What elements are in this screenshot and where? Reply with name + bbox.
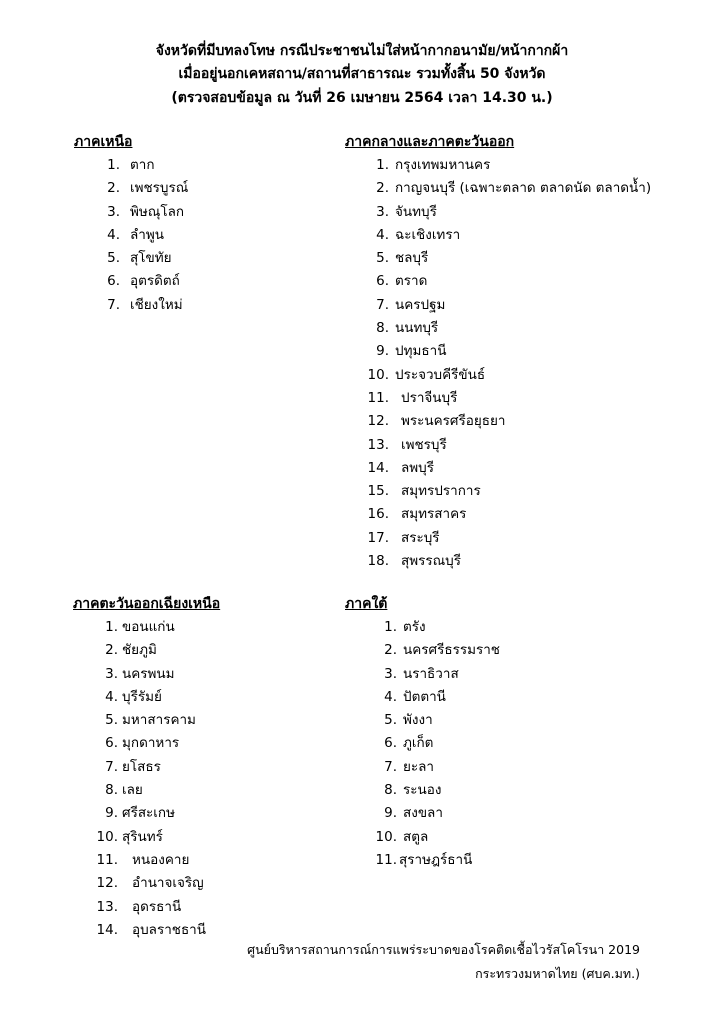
- list-item-number: 8.: [105, 782, 118, 799]
- province-name: อุบลราชธานี: [132, 921, 206, 938]
- list-item: [345, 317, 651, 340]
- province-name: สงขลา: [403, 805, 443, 822]
- province-name: อุตรดิตถ์: [130, 273, 180, 290]
- province-name: ศรีสะเกษ: [122, 805, 175, 822]
- list-item-number: 4.: [376, 226, 389, 243]
- list-item-number: 12.: [96, 875, 118, 892]
- list-item-number: 18.: [367, 553, 389, 570]
- list-item: [345, 663, 500, 686]
- province-name: อำนาจเจริญ: [132, 875, 204, 892]
- province-name: หนองคาย: [132, 851, 190, 868]
- province-name: ชัยภูมิ: [122, 642, 157, 659]
- province-name: เลย: [122, 782, 143, 799]
- province-name: นครปฐม: [395, 296, 446, 313]
- list-item-number: 13.: [96, 898, 118, 915]
- province-name: ปัตตานี: [403, 688, 446, 705]
- list-item-number: 2.: [105, 642, 118, 659]
- province-name: นครพนม: [122, 665, 175, 682]
- list-item-number: 16.: [367, 506, 389, 523]
- list-item: [74, 224, 188, 247]
- list-item: [73, 849, 220, 872]
- province-name: ตราด: [395, 273, 428, 290]
- list-item: [73, 826, 220, 849]
- list-item: [74, 270, 188, 293]
- province-name: สุราษฎร์ธานี: [399, 851, 473, 868]
- list-item-number: 6.: [105, 735, 118, 752]
- province-name: ลพบุรี: [401, 459, 434, 476]
- list-item: [73, 756, 220, 779]
- list-item-number: 2.: [376, 180, 389, 197]
- region-north-section: [74, 131, 188, 317]
- list-item-number: 9.: [105, 805, 118, 822]
- region-south-heading: ภาคใต้: [345, 596, 388, 612]
- list-item-number: 10.: [96, 828, 118, 845]
- footer-agency-name: ศูนย์บริหารสถานการณ์การแพร่ระบาดของโรคติดเชื้อไวรัสโคโรนา 2019: [247, 942, 640, 957]
- region-south-section: [345, 593, 500, 872]
- list-item: [74, 154, 188, 177]
- list-item-number: 1.: [376, 157, 389, 173]
- list-item-number: 8.: [376, 320, 389, 337]
- list-item: [73, 802, 220, 825]
- list-item-number: 17.: [367, 529, 389, 546]
- province-name: เพชรบูรณ์: [130, 180, 189, 197]
- list-item-number: 4.: [384, 688, 397, 705]
- list-item: [345, 802, 500, 825]
- list-item-number: 10.: [375, 828, 397, 845]
- list-item: [345, 527, 651, 550]
- list-item-number: 13.: [367, 436, 389, 453]
- province-name: สมุทรปราการ: [401, 483, 481, 500]
- list-item: [73, 896, 220, 919]
- list-item: [345, 434, 651, 457]
- list-item-number: 4.: [105, 688, 118, 705]
- list-item-number: 9.: [376, 343, 389, 360]
- province-name: ฉะเชิงเทรา: [395, 226, 461, 243]
- list-item-number: 7.: [105, 758, 118, 775]
- province-name: กรุงเทพมหานคร: [395, 157, 491, 173]
- province-name: ลำพูน: [130, 226, 164, 243]
- list-item: [345, 224, 651, 247]
- list-item: [345, 457, 651, 480]
- list-item-number: 5.: [107, 250, 120, 267]
- province-name: สมุทรสาคร: [401, 506, 467, 523]
- list-item-number: 11.: [367, 389, 389, 406]
- list-item: [345, 387, 651, 410]
- province-name: ชลบุรี: [395, 250, 429, 267]
- province-name: สุรินทร์: [122, 828, 163, 845]
- list-item: [345, 709, 500, 732]
- list-item: [345, 364, 651, 387]
- list-item: [345, 849, 500, 872]
- region-northeast-list: [73, 616, 220, 942]
- list-item: [345, 270, 651, 293]
- list-item: [345, 639, 500, 662]
- list-item: [345, 410, 651, 433]
- list-item-number: 5.: [376, 250, 389, 267]
- list-item-number: 2.: [384, 642, 397, 659]
- province-name: อุดรธานี: [132, 898, 182, 915]
- list-item-number: 8.: [384, 782, 397, 799]
- list-item: [73, 686, 220, 709]
- province-name: ระนอง: [403, 782, 442, 799]
- region-central-east-section: [345, 131, 651, 573]
- list-item-number: 1.: [105, 619, 118, 635]
- list-item: [345, 686, 500, 709]
- province-name: จันทบุรี: [395, 203, 437, 220]
- province-name: สุพรรณบุรี: [401, 553, 461, 570]
- list-item: [73, 709, 220, 732]
- province-name: ภูเก็ต: [403, 735, 434, 752]
- province-name: สุโขทัย: [130, 250, 172, 267]
- region-north-list: [74, 154, 188, 317]
- province-name: พิษณุโลก: [130, 203, 185, 220]
- list-item-number: 6.: [384, 735, 397, 752]
- list-item-number: 2.: [107, 180, 120, 197]
- list-item-number: 11.: [96, 851, 118, 868]
- list-item-number: 10.: [367, 366, 389, 383]
- province-name: ปราจีนบุรี: [401, 389, 458, 406]
- document-title-line-3: (ตรวจสอบข้อมูล ณ วันที่ 26 เมษายน 2564 เวลา 14.30 น.): [171, 90, 553, 106]
- document-title-line-1: จังหวัดที่มีบทลงโทษ กรณีประชาชนไม่ใส่หน้ากากอนามัย/หน้ากากผ้า: [155, 43, 569, 59]
- province-name: มุกดาหาร: [122, 735, 180, 752]
- province-name: กาญจนบุรี (เฉพาะตลาด ตลาดนัด ตลาดน้ำ): [395, 180, 652, 197]
- list-item: [73, 639, 220, 662]
- list-item-number: 3.: [384, 665, 397, 682]
- list-item: [74, 201, 188, 224]
- list-item: [345, 779, 500, 802]
- list-item-number: 7.: [107, 296, 120, 313]
- province-name: สตูล: [403, 828, 429, 845]
- province-name: บุรีรัมย์: [122, 688, 162, 705]
- list-item: [74, 247, 188, 270]
- list-item-number: 12.: [367, 413, 389, 430]
- list-item: [74, 294, 188, 317]
- region-south-list: [345, 616, 500, 872]
- province-name: นราธิวาส: [403, 665, 459, 682]
- list-item: [345, 154, 651, 177]
- region-central-east-heading: ภาคกลางและภาคตะวันออก: [345, 134, 515, 150]
- province-name: นนทบุรี: [395, 320, 439, 337]
- province-name: ยะลา: [403, 758, 435, 775]
- list-item: [345, 201, 651, 224]
- list-item: [345, 732, 500, 755]
- list-item: [345, 294, 651, 317]
- province-name: ตรัง: [403, 619, 426, 635]
- document-title-line-2: เมื่ออยู่นอกเคหสถาน/สถานที่สาธารณะ รวมทั้งสิ้น 50 จังหวัด: [178, 66, 546, 82]
- list-item-number: 5.: [105, 712, 118, 729]
- list-item-number: 5.: [384, 712, 397, 729]
- province-name: นครศรีธรรมราช: [403, 642, 500, 659]
- list-item: [73, 732, 220, 755]
- list-item-number: 7.: [384, 758, 397, 775]
- list-item-number: 1.: [384, 619, 397, 635]
- list-item-number: 4.: [107, 226, 120, 243]
- province-name: สระบุรี: [401, 529, 440, 546]
- province-name: เชียงใหม่: [130, 296, 183, 313]
- list-item-number: 1.: [107, 157, 120, 173]
- list-item-number: 3.: [376, 203, 389, 220]
- list-item: [73, 872, 220, 895]
- province-name: ประจวบคีรีขันธ์: [395, 366, 486, 383]
- list-item-number: 15.: [367, 483, 389, 500]
- footer-ministry-name: กระทรวงมหาดไทย (ศบค.มท.): [475, 966, 640, 981]
- list-item-number: 3.: [107, 203, 120, 220]
- list-item-number: 14.: [96, 921, 118, 938]
- province-name: ยโสธร: [122, 758, 161, 775]
- list-item: [345, 616, 500, 639]
- list-item: [73, 919, 220, 942]
- list-item-number: 3.: [105, 665, 118, 682]
- list-item: [73, 663, 220, 686]
- list-item-number: 9.: [384, 805, 397, 822]
- list-item-number: 11.: [375, 851, 397, 868]
- list-item: [345, 826, 500, 849]
- list-item: [345, 550, 651, 573]
- list-item: [74, 177, 188, 200]
- province-name: พังงา: [403, 712, 433, 729]
- list-item-number: 6.: [376, 273, 389, 290]
- region-northeast-heading: ภาคตะวันออกเฉียงเหนือ: [73, 596, 221, 612]
- province-name: มหาสารคาม: [122, 712, 196, 729]
- region-north-heading: ภาคเหนือ: [74, 134, 133, 150]
- province-name: ขอนแก่น: [122, 619, 175, 635]
- province-name: ตาก: [130, 157, 155, 173]
- list-item: [345, 247, 651, 270]
- list-item: [345, 503, 651, 526]
- list-item-number: 6.: [107, 273, 120, 290]
- province-name: ปทุมธานี: [395, 343, 447, 360]
- list-item: [345, 340, 651, 363]
- region-central-east-list: [345, 154, 651, 573]
- list-item: [73, 779, 220, 802]
- province-name: เพชรบุรี: [401, 436, 447, 453]
- province-name: พระนครศรีอยุธยา: [401, 413, 506, 430]
- list-item: [73, 616, 220, 639]
- region-northeast-section: [73, 593, 220, 942]
- list-item: [345, 177, 651, 200]
- list-item-number: 14.: [367, 459, 389, 476]
- list-item: [345, 756, 500, 779]
- list-item: [345, 480, 651, 503]
- list-item-number: 7.: [376, 296, 389, 313]
